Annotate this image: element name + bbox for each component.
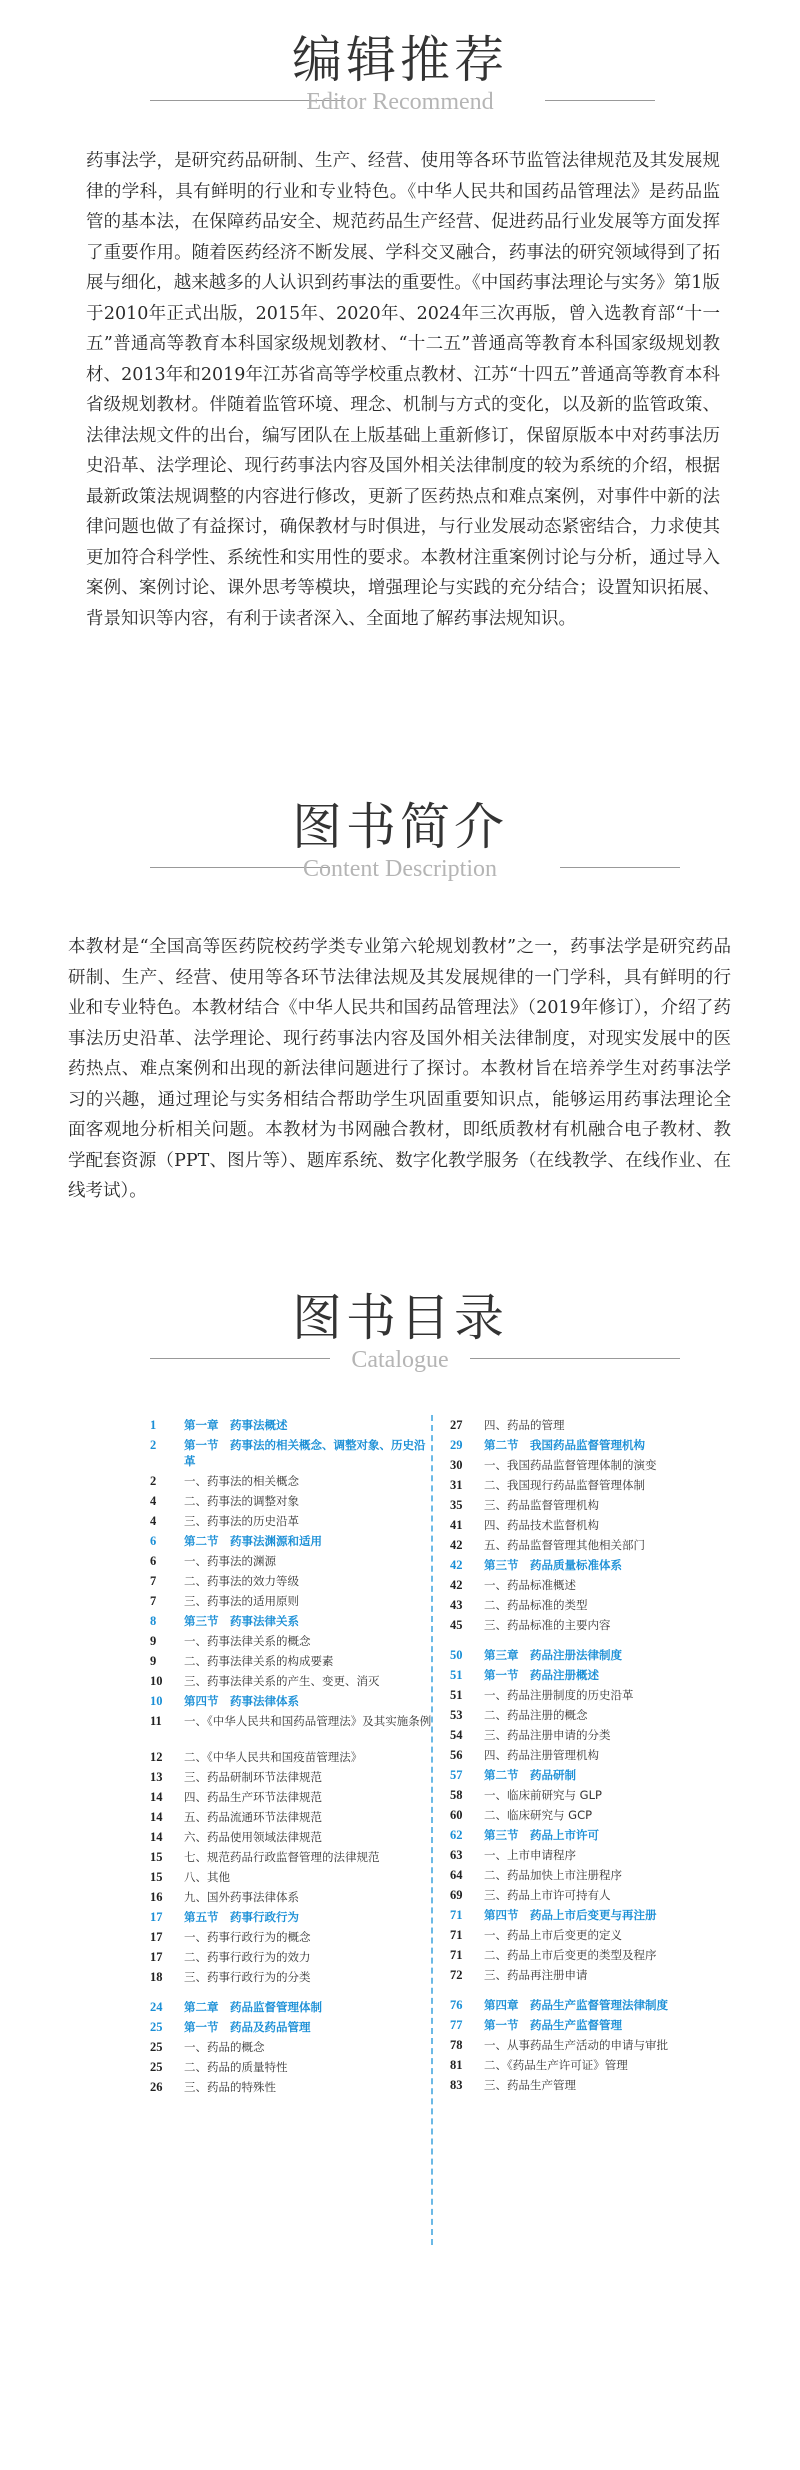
toc-heading-row — [450, 1995, 710, 2015]
toc-left-column — [150, 1415, 432, 2097]
content-description-header — [0, 797, 800, 907]
toc-page-number: 62 — [450, 1828, 463, 1842]
toc-entry-row — [150, 1591, 425, 1611]
toc-entry-row — [450, 1725, 710, 1745]
toc-page-number: 56 — [450, 1748, 463, 1762]
toc-page-number: 17 — [150, 1930, 163, 1944]
toc-entry-title: 九、国外药事法律体系 — [184, 1890, 299, 1904]
toc-entry-title: 七、规范药品行政监督管理的法律规范 — [184, 1850, 380, 1864]
toc-page-number: 15 — [150, 1850, 163, 1864]
toc-heading-row — [450, 2015, 710, 2035]
toc-entry-title: 三、药品的特殊性 — [184, 2080, 276, 2094]
toc-page-number: 14 — [150, 1790, 163, 1804]
toc-page-number: 83 — [450, 2078, 463, 2092]
toc-entry-row — [150, 1927, 425, 1947]
toc-page-number: 11 — [150, 1714, 162, 1728]
toc-entry-row — [150, 1967, 425, 1987]
toc-heading-row — [450, 1665, 710, 1685]
toc-entry-title: 一、药品标准概述 — [484, 1578, 576, 1592]
content-description-title: 图书简介 — [292, 798, 508, 856]
toc-entry-title: 第四章 药品生产监督管理法律制度 — [484, 1998, 668, 2012]
toc-entry-title: 二、药事行政行为的效力 — [184, 1950, 311, 1964]
toc-entry-title: 二、《药品生产许可证》管理 — [484, 2058, 628, 2072]
toc-page-number: 42 — [450, 1538, 463, 1552]
toc-entry-row — [150, 1631, 425, 1651]
toc-page-number: 6 — [150, 1534, 157, 1548]
toc-entry-row — [450, 1785, 710, 1805]
toc-entry-row — [150, 1867, 425, 1887]
toc-entry-row — [150, 1947, 425, 1967]
toc-entry-row — [450, 1495, 710, 1515]
toc-entry-row — [150, 1711, 432, 1747]
toc-entry-title: 三、药品生产管理 — [484, 2078, 576, 2092]
toc-entry-row — [450, 1845, 710, 1865]
toc-page-number: 69 — [450, 1888, 463, 1902]
toc-page-number: 17 — [150, 1910, 163, 1924]
toc-page-number: 42 — [450, 1558, 463, 1572]
toc-page-number: 63 — [450, 1848, 463, 1862]
toc-heading-row — [450, 1905, 710, 1925]
toc-page-number: 77 — [450, 2018, 463, 2032]
toc-page-number: 25 — [150, 2020, 163, 2034]
toc-gap — [450, 1985, 710, 1995]
toc-page-number: 17 — [150, 1950, 163, 1964]
toc-gap — [450, 1635, 710, 1645]
catalogue-subtitle: Catalogue — [351, 1347, 449, 1373]
toc-heading-row — [150, 1907, 425, 1927]
toc-entry-title: 一、药事行政行为的概念 — [184, 1930, 311, 1944]
toc-entry-title: 第四节 药事法律体系 — [184, 1694, 299, 1708]
toc-entry-row — [150, 1651, 425, 1671]
toc-entry-title: 二、药品注册的概念 — [484, 1708, 588, 1722]
editor-recommend-text: 药事法学，是研究药品研制、生产、经营、使用等各环节监管法律规范及其发展规律的学科，具有鲜明的行业和专业特色。《中华人民共和国药品管理法》是药品监管的基本法，在保障药品安全、规范药品生产经营、促进药品行业发展等方面发挥了重要作用。随着医药经济不断发展、学科交叉融合，药事法的研究领域得到了拓展与细化，越来越多的人认识到药事法的重要性。《中国药事法理论与实务》第1版于2010年正式出版，2015年、2020年、2024年三次再版，曾入选教育部“十一五”普通高等教育本科国家级规划教材、“十二五”普通高等教育本科国家级规划教材、2013年和2019年江苏省高等学校重点教材、江苏“十四五”普通高等教育本科省级规划教材。伴随着监管环境、理念、机制与方式的变化，以及新的监管政策、法律法规文件的出台，编写团队在上版基础上重新修订，保留原版本中对药事法历史沿革、法学理论、现行药事法内容及国外相关法律制度的较为系统的介绍，根据最新政策法规调整的内容进行修改，更新了医药热点和难点案例，对事件中新的法律问题也做了有益探讨，确保教材与时俱进，与行业发展动态紧密结合，力求使其更加符合科学性、系统性和实用性的要求。本教材注重案例讨论与分析，通过导入案例、案例讨论、课外思考等模块，增强理论与实践的充分结合；设置知识拓展、背景知识等内容，有利于读者深入、全面地了解药事法规知识。 — [86, 151, 720, 629]
toc-page-number: 60 — [450, 1808, 463, 1822]
toc-page-number: 14 — [150, 1830, 163, 1844]
toc-entry-row — [150, 1847, 425, 1867]
toc-heading-row — [450, 1435, 710, 1455]
toc-entry-title: 二、药品上市后变更的类型及程序 — [484, 1948, 657, 1962]
toc-entry-title: 二、我国现行药品监督管理体制 — [484, 1478, 645, 1492]
toc-entry-row — [450, 1415, 710, 1435]
toc-page-number: 51 — [450, 1668, 463, 1682]
toc-page-number: 81 — [450, 2058, 463, 2072]
toc-entry-row — [450, 1595, 710, 1615]
toc-entry-row — [450, 1535, 710, 1555]
toc-entry-title: 第二章 药品监督管理体制 — [184, 2000, 322, 2014]
toc-entry-title: 四、药品注册管理机构 — [484, 1748, 599, 1762]
toc-heading-row — [150, 1691, 425, 1711]
toc-entry-title: 二、药品的质量特性 — [184, 2060, 288, 2074]
toc-entry-title: 三、药事法律关系的产生、变更、消灭 — [184, 1674, 380, 1688]
toc-page-number: 26 — [150, 2080, 163, 2094]
toc-page-number: 51 — [450, 1688, 463, 1702]
toc-entry-row — [150, 2057, 425, 2077]
toc-heading-row — [450, 1765, 710, 1785]
toc-entry-row — [450, 1805, 710, 1825]
toc-entry-title: 第一章 药事法概述 — [184, 1418, 288, 1432]
toc-entry-title: 第一节 药品及药品管理 — [184, 2020, 311, 2034]
toc-heading-row — [450, 1825, 710, 1845]
toc-entry-title: 八、其他 — [184, 1870, 230, 1884]
toc-entry-row — [150, 1747, 425, 1767]
toc-entry-title: 三、药品监督管理机构 — [484, 1498, 599, 1512]
toc-page-number: 14 — [150, 1810, 163, 1824]
toc-entry-row — [450, 1615, 710, 1635]
toc-page-number: 4 — [150, 1494, 157, 1508]
toc-page-number: 78 — [450, 2038, 463, 2052]
toc-entry-row — [150, 2037, 425, 2057]
toc-gap — [150, 1987, 425, 1997]
toc-entry-title: 三、药事法的历史沿革 — [184, 1514, 299, 1528]
toc-entry-title: 六、药品使用领域法律规范 — [184, 1830, 322, 1844]
toc-entry-title: 一、药事法的渊源 — [184, 1554, 276, 1568]
toc-entry-title: 第三节 药事法律关系 — [184, 1614, 299, 1628]
toc-heading-row — [150, 2017, 425, 2037]
toc-entry-title: 二、药事法律关系的构成要素 — [184, 1654, 334, 1668]
toc-page-number: 72 — [450, 1968, 463, 1982]
toc-entry-title: 第一节 药品生产监督管理 — [484, 2018, 622, 2032]
toc-page-number: 64 — [450, 1868, 463, 1882]
toc-page-number: 2 — [150, 1438, 157, 1452]
toc-entry-title: 二、药品加快上市注册程序 — [484, 1868, 622, 1882]
toc-entry-title: 三、药品标准的主要内容 — [484, 1618, 611, 1632]
toc-entry-title: 二、《中华人民共和国疫苗管理法》 — [184, 1750, 363, 1764]
toc-page-number: 43 — [450, 1598, 463, 1612]
toc-page-number: 15 — [150, 1870, 163, 1884]
toc-entry-title: 第五节 药事行政行为 — [184, 1910, 299, 1924]
toc-entry-title: 一、临床前研究与 GLP — [484, 1788, 602, 1802]
toc-entry-title: 第二节 药品研制 — [484, 1768, 576, 1782]
toc-entry-row — [450, 1745, 710, 1765]
toc-page-number: 25 — [150, 2060, 163, 2074]
toc-entry-row — [450, 1685, 710, 1705]
toc-page-number: 16 — [150, 1890, 163, 1904]
toc-page-number: 6 — [150, 1554, 157, 1568]
toc-entry-row — [450, 1455, 710, 1475]
toc-entry-title: 第一节 药品注册概述 — [484, 1668, 599, 1682]
toc-heading-row — [150, 1531, 425, 1551]
toc-page-number: 58 — [450, 1788, 463, 1802]
toc-entry-title: 三、药事法的适用原则 — [184, 1594, 299, 1608]
toc-page-number: 4 — [150, 1514, 157, 1528]
toc-heading-row — [150, 1435, 425, 1471]
toc-entry-title: 一、从事药品生产活动的申请与审批 — [484, 2038, 668, 2052]
toc-page-number: 10 — [150, 1694, 163, 1708]
toc-entry-title: 四、药品生产环节法律规范 — [184, 1790, 322, 1804]
toc-entry-row — [150, 1471, 425, 1491]
toc-page-number: 54 — [450, 1728, 463, 1742]
toc-heading-row — [150, 1997, 425, 2017]
toc-page-number: 7 — [150, 1574, 157, 1588]
toc-entry-title: 第二节 我国药品监督管理机构 — [484, 1438, 645, 1452]
toc-page-number: 53 — [450, 1708, 463, 1722]
toc-entry-row — [450, 1925, 710, 1945]
toc-entry-title: 第三章 药品注册法律制度 — [484, 1648, 622, 1662]
toc-entry-title: 三、药品研制环节法律规范 — [184, 1770, 322, 1784]
toc-entry-row — [150, 1491, 425, 1511]
toc-entry-title: 三、药品注册申请的分类 — [484, 1728, 611, 1742]
toc-entry-row — [450, 1945, 710, 1965]
toc-entry-title: 一、《中华人民共和国药品管理法》及其实施条例 — [184, 1714, 432, 1728]
toc-entry-title: 一、药事法的相关概念 — [184, 1474, 299, 1488]
toc-entry-title: 一、药事法律关系的概念 — [184, 1634, 311, 1648]
toc-heading-row — [150, 1415, 425, 1435]
toc-entry-title: 第三节 药品上市许可 — [484, 1828, 599, 1842]
toc-entry-title: 三、药品上市许可持有人 — [484, 1888, 611, 1902]
toc-entry-row — [450, 1705, 710, 1725]
toc-entry-row — [450, 2075, 710, 2095]
catalogue-title: 图书目录 — [292, 1289, 508, 1347]
toc-page-number: 12 — [150, 1750, 163, 1764]
toc-page-number: 71 — [450, 1908, 463, 1922]
catalogue-header — [0, 1288, 800, 1398]
toc-entry-title: 五、药品流通环节法律规范 — [184, 1810, 322, 1824]
toc-page-number: 35 — [450, 1498, 463, 1512]
toc-page-number: 25 — [150, 2040, 163, 2054]
toc-entry-row — [450, 2035, 710, 2055]
toc-page-number: 57 — [450, 1768, 463, 1782]
editor-recommend-subtitle: Editor Recommend — [306, 89, 494, 115]
toc-page-number: 2 — [150, 1474, 157, 1488]
toc-page-number: 71 — [450, 1948, 463, 1962]
toc-entry-row — [150, 1671, 425, 1691]
toc-entry-title: 五、药品监督管理其他相关部门 — [484, 1538, 645, 1552]
content-description-subtitle: Content Description — [303, 856, 497, 882]
toc-page-number: 8 — [150, 1614, 157, 1628]
toc-page-number: 24 — [150, 2000, 163, 2014]
toc-page-number: 71 — [450, 1928, 463, 1942]
toc-page-number: 9 — [150, 1654, 157, 1668]
toc-entry-title: 第三节 药品质量标准体系 — [484, 1558, 622, 1572]
toc-entry-title: 二、药事法的调整对象 — [184, 1494, 299, 1508]
toc-page-number: 42 — [450, 1578, 463, 1592]
editor-recommend-header — [0, 30, 800, 140]
toc-entry-title: 四、药品的管理 — [484, 1418, 565, 1432]
toc-entry-row — [150, 1887, 425, 1907]
toc-entry-row — [450, 1865, 710, 1885]
toc-entry-row — [450, 1475, 710, 1495]
toc-page-number: 27 — [450, 1418, 463, 1432]
toc-page-number: 18 — [150, 1970, 163, 1984]
toc-entry-row — [150, 1511, 425, 1531]
toc-entry-title: 一、我国药品监督管理体制的演变 — [484, 1458, 657, 1472]
toc-entry-title: 四、药品技术监督机构 — [484, 1518, 599, 1532]
toc-page-number: 76 — [450, 1998, 463, 2012]
toc-page-number: 7 — [150, 1594, 157, 1608]
toc-entry-title: 三、药品再注册申请 — [484, 1968, 588, 1982]
toc-entry-row — [450, 2055, 710, 2075]
toc-heading-row — [450, 1555, 710, 1575]
content-description-text: 本教材是“全国高等医药院校药学类专业第六轮规划教材”之一，药事法学是研究药品研制、生产、经营、使用等各环节法律法规及其发展规律的一门学科，具有鲜明的行业和专业特色。本教材结合《中华人民共和国药品管理法》（2019年修订），介绍了药事法历史沿革、法学理论、现行药事法内容及国外相关法律制度，对现实发展中的医药热点、难点案例和出现的新法律问题进行了探讨。本教材旨在培养学生对药事法学习的兴趣，通过理论与实务相结合帮助学生巩固重要知识点，能够运用药事法理论全面客观地分析相关问题。本教材为书网融合教材，即纸质教材有机融合电子教材、教学配套资源（PPT、图片等）、题库系统、数字化教学服务（在线教学、在线作业、在线考试）。 — [68, 937, 731, 1201]
toc-entry-title: 二、临床研究与 GCP — [484, 1808, 593, 1822]
toc-entry-title: 第四节 药品上市后变更与再注册 — [484, 1908, 657, 1922]
toc-entry-title: 第二节 药事法渊源和适用 — [184, 1534, 322, 1548]
toc-entry-title: 三、药事行政行为的分类 — [184, 1970, 311, 1984]
toc-entry-row — [450, 1885, 710, 1905]
toc-entry-title: 一、药品的概念 — [184, 2040, 265, 2054]
toc-entry-title: 二、药品标准的类型 — [484, 1598, 588, 1612]
toc-page-number: 13 — [150, 1770, 163, 1784]
toc-page-number: 29 — [450, 1438, 463, 1452]
toc-page-number: 31 — [450, 1478, 463, 1492]
toc-page-number: 41 — [450, 1518, 463, 1532]
toc-entry-title: 第一节 药事法的相关概念、调整对象、历史沿革 — [184, 1438, 426, 1468]
toc-entry-row — [150, 1551, 425, 1571]
toc-heading-row — [150, 1611, 425, 1631]
toc-page-number: 1 — [150, 1418, 157, 1432]
toc-page-number: 50 — [450, 1648, 463, 1662]
toc-divider — [431, 1415, 433, 2245]
toc-entry-title: 一、药品注册制度的历史沿革 — [484, 1688, 634, 1702]
toc-entry-row — [150, 1571, 425, 1591]
editor-recommend-title: 编辑推荐 — [292, 31, 508, 89]
toc-entry-row — [150, 1767, 425, 1787]
toc-page-number: 9 — [150, 1634, 157, 1648]
toc-page-number: 30 — [450, 1458, 463, 1472]
toc-entry-row — [150, 1807, 425, 1827]
toc-page-number: 10 — [150, 1674, 163, 1688]
toc-entry-row — [450, 1965, 710, 1985]
toc-entry-title: 一、药品上市后变更的定义 — [484, 1928, 622, 1942]
toc-entry-title: 一、上市申请程序 — [484, 1848, 576, 1862]
toc-right-column — [450, 1415, 710, 2095]
toc-page-number: 45 — [450, 1618, 463, 1632]
toc-entry-title: 二、药事法的效力等级 — [184, 1574, 299, 1588]
toc-entry-row — [450, 1575, 710, 1595]
toc-entry-row — [150, 2077, 425, 2097]
toc-entry-row — [150, 1827, 425, 1847]
toc-heading-row — [450, 1645, 710, 1665]
toc-entry-row — [150, 1787, 425, 1807]
toc-entry-row — [450, 1515, 710, 1535]
